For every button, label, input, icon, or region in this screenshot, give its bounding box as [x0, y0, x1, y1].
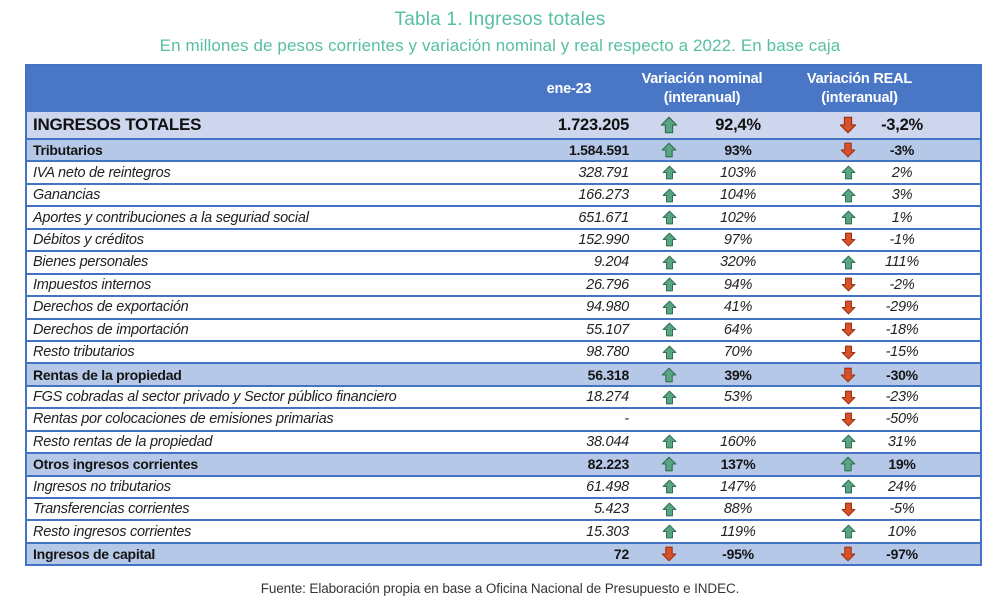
nominal-variation-value: 320%: [719, 254, 757, 271]
row-label: Resto rentas de la propiedad: [33, 433, 213, 450]
up-arrow-icon: [633, 524, 705, 539]
row-label: INGRESOS TOTALES: [33, 115, 202, 134]
real-variation-value: -3%: [889, 142, 915, 159]
row-value-ene23: 9.204: [593, 254, 629, 271]
nominal-variation-value: 70%: [723, 344, 753, 361]
row-label: Resto tributarios: [33, 344, 135, 361]
table-row: [27, 273, 980, 295]
row-value-ene23: 56.318: [587, 366, 629, 383]
row-label: Ganancias: [33, 187, 101, 204]
table-row: [27, 497, 980, 519]
real-variation-value: 1%: [891, 209, 913, 226]
row-value-ene23: 5.423: [593, 501, 629, 518]
nominal-variation-value: 147%: [719, 478, 757, 495]
row-value-ene23: 18.274: [586, 389, 629, 406]
real-variation-value: -2%: [889, 276, 915, 293]
row-value-ene23: 15.303: [586, 523, 629, 540]
real-variation-value: -50%: [885, 411, 919, 428]
up-arrow-icon: [633, 434, 705, 449]
row-label: IVA neto de reintegros: [33, 164, 171, 181]
up-arrow-icon: [633, 390, 705, 405]
table-body: [27, 112, 980, 564]
table-row: [27, 138, 980, 160]
row-label: Transferencias corrientes: [33, 501, 190, 518]
nominal-variation-value: 88%: [723, 501, 753, 518]
table-row: [27, 295, 980, 317]
table-row: [27, 318, 980, 340]
real-variation-value: 10%: [887, 523, 917, 540]
down-arrow-icon: [821, 232, 875, 247]
table-row: [27, 183, 980, 205]
up-arrow-icon: [633, 232, 705, 247]
down-arrow-icon: [821, 390, 875, 405]
nominal-variation-value: -95%: [722, 546, 754, 563]
up-arrow-icon: [633, 210, 705, 225]
row-value-ene23: -: [624, 411, 629, 428]
row-value-ene23: 72: [613, 546, 629, 563]
row-value-ene23: 328.791: [578, 164, 629, 181]
col-header-nominal-line1: Variación nominal: [641, 71, 763, 88]
row-value-ene23: 98.780: [586, 344, 629, 361]
up-arrow-icon: [821, 188, 875, 203]
real-variation-value: -23%: [885, 389, 919, 406]
row-label: Ingresos de capital: [33, 546, 156, 563]
nominal-variation-value: 137%: [720, 456, 756, 473]
up-arrow-icon: [633, 479, 705, 494]
source-note: Fuente: Elaboración propia en base a Oficina Nacional de Presupuesto e INDEC.: [260, 581, 740, 596]
nominal-variation-value: 160%: [719, 433, 757, 450]
real-variation-value: 3%: [891, 187, 913, 204]
down-arrow-icon: [821, 412, 875, 427]
up-arrow-icon: [821, 255, 875, 270]
nominal-variation-value: 41%: [723, 299, 753, 316]
table-row: [27, 519, 980, 541]
down-arrow-icon: [821, 502, 875, 517]
up-arrow-icon: [821, 524, 875, 539]
row-value-ene23: 152.990: [578, 231, 629, 248]
row-label: Débitos y créditos: [33, 231, 144, 248]
real-variation-value: -30%: [886, 366, 918, 383]
row-value-ene23: 82.223: [587, 456, 629, 473]
up-arrow-icon: [821, 210, 875, 225]
real-variation-value: -3,2%: [881, 115, 923, 134]
real-variation-value: -97%: [886, 546, 918, 563]
nominal-variation-value: 97%: [723, 231, 753, 248]
row-label: Aportes y contribuciones a la seguriad social: [33, 209, 309, 226]
table-row: [27, 430, 980, 452]
down-arrow-icon: [821, 116, 875, 134]
real-variation-value: 19%: [888, 456, 916, 473]
row-label: Derechos de exportación: [33, 299, 189, 316]
real-variation-value: 2%: [891, 164, 913, 181]
up-arrow-icon: [633, 322, 705, 337]
nominal-variation-value: 39%: [724, 366, 752, 383]
col-header-variacion-nominal: [633, 70, 771, 108]
row-label: Otros ingresos corrientes: [33, 456, 198, 473]
row-label: Derechos de importación: [33, 321, 189, 338]
up-arrow-icon: [821, 165, 875, 180]
col-header-real-line2: (interanual): [821, 90, 898, 106]
row-label: Bienes personales: [33, 254, 149, 271]
up-arrow-icon: [633, 255, 705, 270]
row-value-ene23: 1.584.591: [568, 142, 629, 159]
col-header-variacion-real: [771, 70, 980, 108]
nominal-variation-value: 104%: [719, 187, 757, 204]
col-header-ene23: ene-23: [546, 80, 592, 97]
row-label: Resto ingresos corrientes: [33, 523, 192, 540]
real-variation-value: -1%: [889, 231, 915, 248]
down-arrow-icon: [821, 277, 875, 292]
table-row: [27, 205, 980, 227]
table-row: [27, 362, 980, 384]
up-arrow-icon: [633, 456, 705, 472]
col-header-nominal-line2: (interanual): [663, 90, 741, 106]
real-variation-value: -29%: [885, 299, 919, 316]
col-header-real-line1: Variación REAL: [806, 71, 913, 88]
table-row: [27, 385, 980, 407]
table-row: [27, 407, 980, 429]
real-variation-value: 31%: [887, 433, 917, 450]
nominal-variation-value: 93%: [724, 142, 752, 159]
up-arrow-icon: [821, 479, 875, 494]
nominal-variation-value: 92,4%: [715, 115, 761, 134]
nominal-variation-value: 64%: [723, 321, 753, 338]
row-value-ene23: 166.273: [578, 187, 629, 204]
row-value-ene23: 651.671: [578, 209, 629, 226]
down-arrow-icon: [821, 345, 875, 360]
table-title: Tabla 1. Ingresos totales: [394, 9, 606, 30]
table-header-row: [27, 66, 980, 112]
table-row: [27, 250, 980, 272]
table-row: [27, 475, 980, 497]
row-label: Tributarios: [33, 142, 103, 159]
row-value-ene23: 38.044: [586, 433, 629, 450]
real-variation-value: 24%: [887, 478, 917, 495]
nominal-variation-value: 119%: [720, 523, 756, 540]
row-value-ene23: 94.980: [586, 299, 629, 316]
nominal-variation-value: 53%: [723, 389, 753, 406]
table-row: [27, 112, 980, 138]
up-arrow-icon: [821, 456, 875, 472]
table-row: [27, 160, 980, 182]
down-arrow-icon: [821, 300, 875, 315]
ingresos-table: [25, 64, 982, 566]
up-arrow-icon: [633, 277, 705, 292]
up-arrow-icon: [821, 434, 875, 449]
row-label: Ingresos no tributarios: [33, 478, 171, 495]
nominal-variation-value: 102%: [719, 209, 757, 226]
row-value-ene23: 26.796: [586, 276, 629, 293]
row-value-ene23: 61.498: [586, 478, 629, 495]
row-label: Rentas por colocaciones de emisiones primarias: [33, 411, 334, 428]
row-label: FGS cobradas al sector privado y Sector público financiero: [33, 389, 397, 406]
table-row: [27, 228, 980, 250]
down-arrow-icon: [821, 142, 875, 158]
table-row: [27, 452, 980, 474]
table-row: [27, 542, 980, 564]
real-variation-value: -5%: [889, 501, 915, 518]
up-arrow-icon: [633, 502, 705, 517]
down-arrow-icon: [821, 322, 875, 337]
down-arrow-icon: [821, 546, 875, 562]
up-arrow-icon: [633, 142, 705, 158]
up-arrow-icon: [633, 116, 705, 134]
table-subtitle: En millones de pesos corrientes y variación nominal y real respecto a 2022. En base caja: [159, 36, 841, 55]
row-label: Rentas de la propiedad: [33, 366, 182, 383]
real-variation-value: -15%: [885, 344, 919, 361]
real-variation-value: -18%: [885, 321, 919, 338]
nominal-variation-value: 103%: [719, 164, 757, 181]
down-arrow-icon: [821, 367, 875, 383]
table-row: [27, 340, 980, 362]
row-label: Impuestos internos: [33, 276, 152, 293]
up-arrow-icon: [633, 345, 705, 360]
down-arrow-icon: [633, 546, 705, 562]
up-arrow-icon: [633, 188, 705, 203]
real-variation-value: 111%: [885, 254, 919, 271]
up-arrow-icon: [633, 367, 705, 383]
up-arrow-icon: [633, 300, 705, 315]
up-arrow-icon: [633, 165, 705, 180]
nominal-variation-value: 94%: [723, 276, 753, 293]
row-value-ene23: 1.723.205: [557, 115, 629, 134]
row-value-ene23: 55.107: [586, 321, 629, 338]
